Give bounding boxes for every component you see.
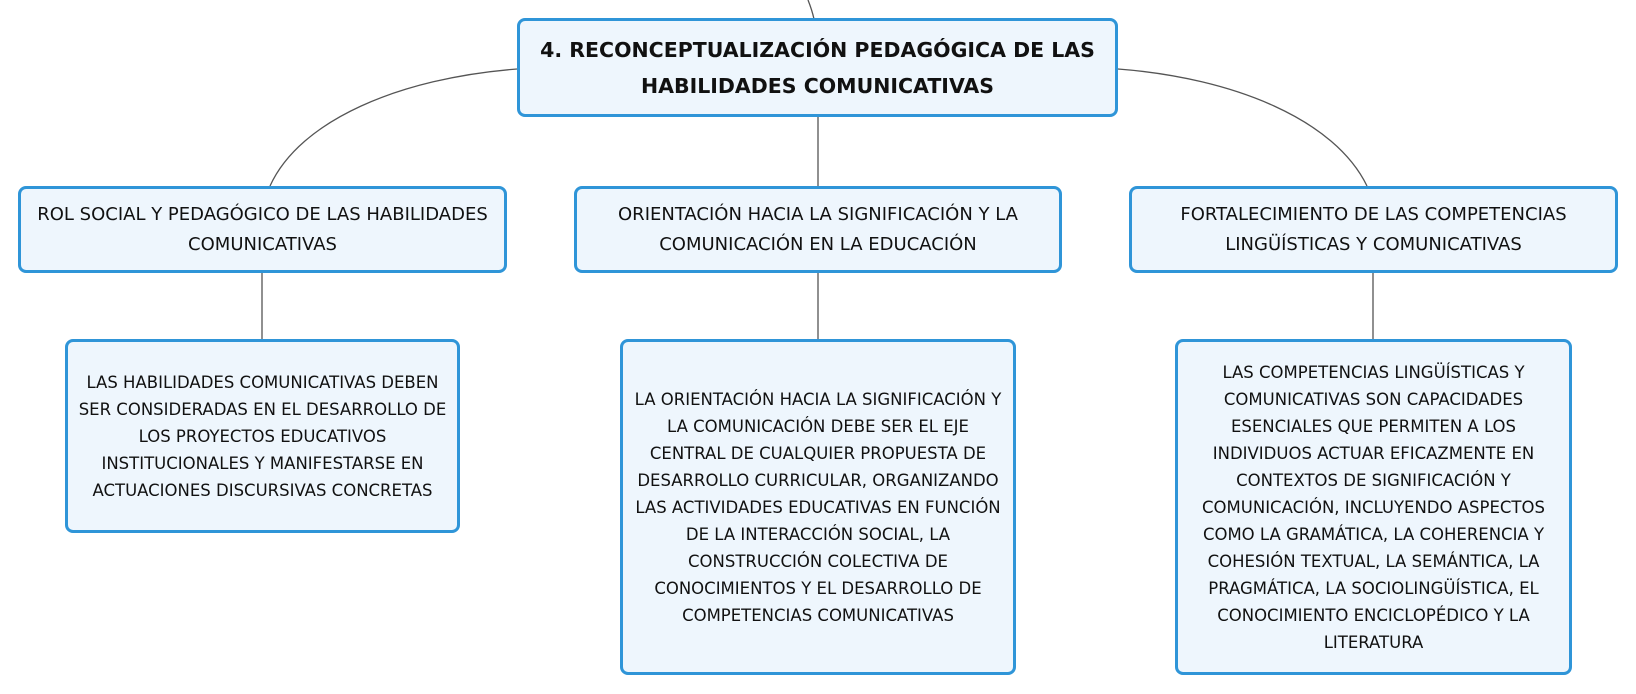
detail-node-rol-social[interactable] <box>65 339 460 533</box>
connector-root-to-topic-3 <box>1118 69 1367 186</box>
topic-label: ROL SOCIAL Y PEDAGÓGICO DE LAS HABILIDADES COMUNICATIVAS <box>37 203 488 255</box>
topic-node-rol-social[interactable] <box>18 186 507 273</box>
topic-label: FORTALECIMIENTO DE LAS COMPETENCIAS LINGÜÍSTICAS Y COMUNICATIVAS <box>1180 203 1567 255</box>
central-topic-node[interactable] <box>517 18 1118 117</box>
detail-node-orientacion[interactable] <box>620 339 1016 675</box>
topic-label: ORIENTACIÓN HACIA LA SIGNIFICACIÓN Y LA COMUNICACIÓN EN LA EDUCACIÓN <box>618 203 1018 255</box>
central-topic-label: 4. RECONCEPTUALIZACIÓN PEDAGÓGICA DE LAS HABILIDADES COMUNICATIVAS <box>540 37 1095 98</box>
connector-root-to-topic-1 <box>270 69 517 186</box>
detail-text: LAS COMPETENCIAS LINGÜÍSTICAS Y COMUNICATIVAS SON CAPACIDADES ESENCIALES QUE PERMITEN A LOS INDIVIDUOS ACTUAR EFICAZMENTE EN CONTEXTOS DE SIGNIFICACIÓN Y COMUNICACIÓN, INCLUYENDO ASPECTOS COMO LA GRAMÁTICA, LA COHERENCIA Y COHESIÓN TEXTUAL, LA SEMÁNTICA, LA PRAGMÁTICA, LA SOCIOLINGÜÍSTICA, EL CONOCIMIENTO ENCICLOPÉDICO Y LA LITERATURA <box>1202 362 1545 652</box>
detail-text: LAS HABILIDADES COMUNICATIVAS DEBEN SER CONSIDERADAS EN EL DESARROLLO DE LOS PROYECTOS EDUCATIVOS INSTITUCIONALES Y MANIFESTARSE EN ACTUACIONES DISCURSIVAS CONCRETAS <box>78 372 447 500</box>
topic-node-fortalecimiento[interactable] <box>1129 186 1618 273</box>
topic-node-orientacion[interactable] <box>574 186 1062 273</box>
detail-text: LA ORIENTACIÓN HACIA LA SIGNIFICACIÓN Y LA COMUNICACIÓN DEBE SER EL EJE CENTRAL DE CUALQUIER PROPUESTA DE DESARROLLO CURRICULAR, ORGANIZANDO LAS ACTIVIDADES EDUCATIVAS EN FUNCIÓN DE LA INTERACCIÓN SOCIAL, LA CONSTRUCCIÓN COLECTIVA DE CONOCIMIENTOS Y EL DESARROLLO DE COMPETENCIAS COMUNICATIVAS <box>634 389 1002 625</box>
detail-node-fortalecimiento[interactable] <box>1175 339 1572 675</box>
connector-parent-to-root <box>808 0 814 19</box>
